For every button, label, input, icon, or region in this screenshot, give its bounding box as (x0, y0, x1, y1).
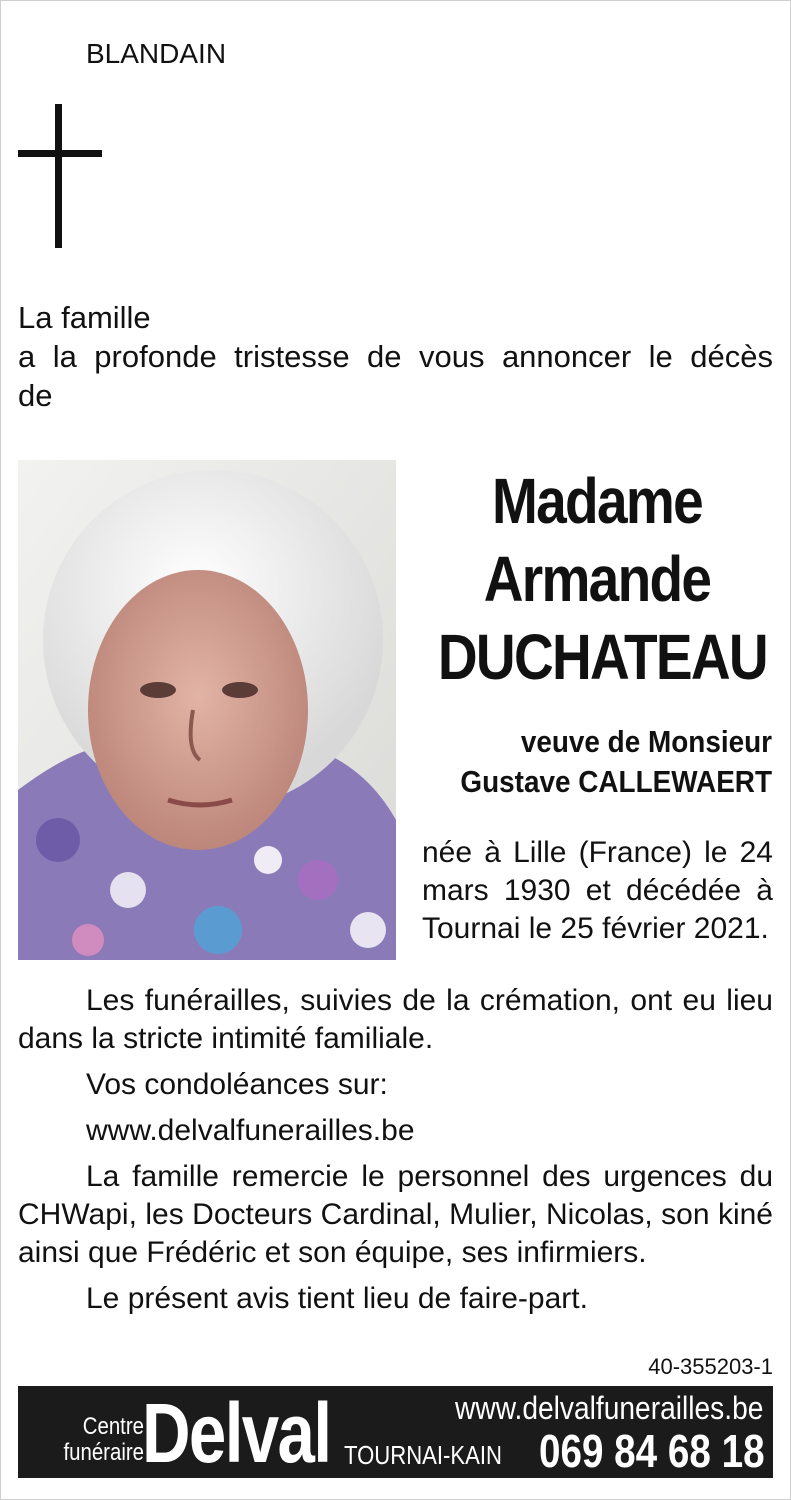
condolences-paragraph: Vos condoléances sur: (86, 1068, 388, 1101)
intro-line-1: La famille (18, 300, 151, 335)
widow-line-1: veuve de Monsieur (520, 724, 772, 759)
reference-number: 40-355203-1 (648, 1354, 773, 1379)
birth-death-text (422, 834, 773, 948)
funeral-home-banner (18, 1386, 773, 1478)
condolences-website: www.delvalfunerailles.be (86, 1114, 415, 1147)
widow-line-2: Gustave CALLEWAERT (460, 764, 772, 799)
deceased-first-name: Armande (483, 543, 711, 615)
deceased-last-name: DUCHATEAU (437, 621, 767, 693)
location-heading: BLANDAIN (86, 38, 227, 69)
birth-death: née à Lille (France) le 24 mars 1930 et décédée à Tournai le 25 février 2021. (422, 836, 773, 945)
banner-centre-line-1: Centre (82, 1413, 144, 1440)
intro-line-3: de (18, 378, 53, 413)
thanks-paragraph: La famille remercie le personnel des urgences du CHWapi, les Docteurs Cardinal, Mulier, Nicolas, son kiné ainsi que Frédéric et son équipe, ses infirmiers. (18, 1160, 773, 1269)
banner-phone: 069 84 68 18 (539, 1425, 765, 1477)
funeral-paragraph: Les funérailles, suivies de la crémation, ont eu lieu dans la stricte intimité familiale. (18, 984, 773, 1055)
portrait-photo (18, 460, 396, 960)
intro-line-2: a la profonde tristesse de vous annoncer le décès (18, 339, 773, 374)
banner-centre-line-2: funéraire (63, 1439, 144, 1466)
banner-brand-logo: Delval (142, 1386, 331, 1480)
banner-url: www.delvalfunerailles.be (454, 1390, 763, 1426)
deceased-title: Madame (492, 465, 702, 537)
banner-centre-label (49, 1414, 144, 1466)
intro-text (18, 298, 773, 415)
widow-of (412, 722, 772, 802)
closing-paragraph: Le présent avis tient lieu de faire-part. (86, 1282, 588, 1315)
deceased-name (412, 462, 782, 696)
cross-icon (18, 104, 102, 248)
banner-city: TOURNAI-KAIN (344, 1440, 502, 1470)
body-text (18, 982, 773, 1326)
